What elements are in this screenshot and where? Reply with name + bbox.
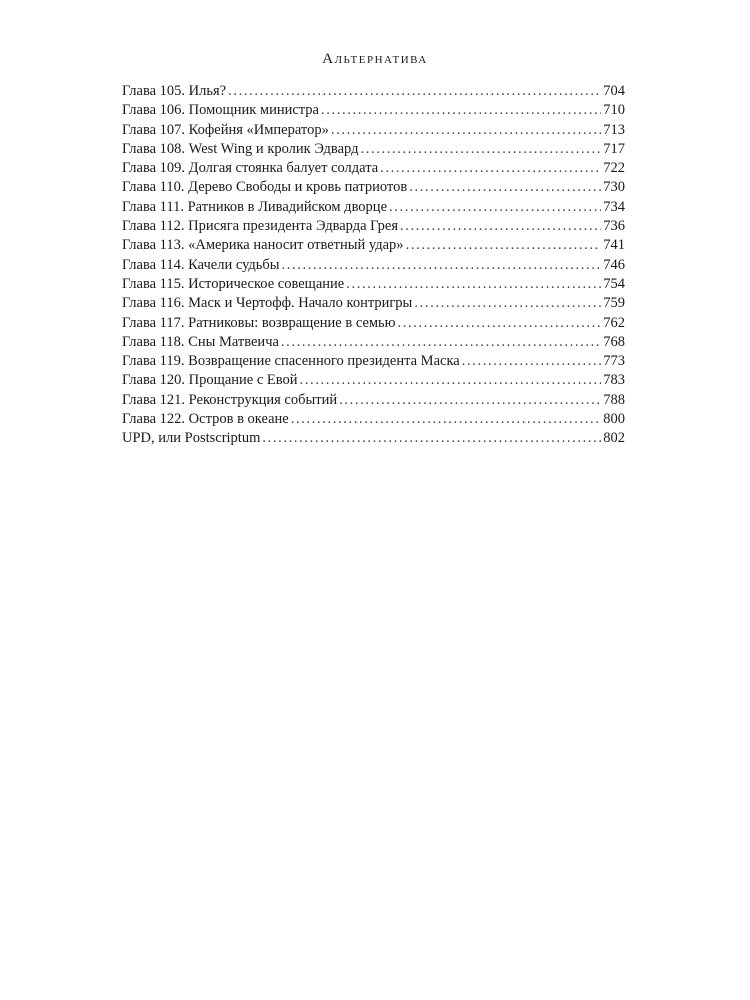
toc-entry (122, 391, 625, 410)
toc-entry (122, 159, 625, 178)
toc-entry-page: 762 (603, 314, 625, 331)
toc-entry (122, 140, 625, 159)
toc-entry (122, 236, 625, 255)
toc-entry-title: Глава 111. Ратников в Ливадийском дворце (122, 198, 388, 215)
toc-dot-leader (228, 82, 601, 101)
toc-entry-title: Глава 113. «Америка наносит ответный удар» (122, 237, 404, 254)
toc-entry (122, 352, 625, 371)
toc-dot-leader (281, 333, 601, 352)
toc-entry-page: 746 (603, 256, 625, 273)
toc-entry-title: Глава 121. Реконструкция событий (122, 391, 338, 408)
toc-dot-leader (339, 391, 601, 410)
toc-entry (122, 101, 625, 120)
toc-entry (122, 82, 625, 101)
toc-dot-leader (321, 101, 601, 120)
toc-dot-leader (389, 198, 601, 217)
toc-entry-page: 802 (603, 430, 625, 447)
toc-dot-leader (406, 236, 602, 255)
toc-entry-page: 722 (603, 160, 625, 177)
toc-dot-leader (346, 275, 601, 294)
toc-dot-leader (380, 159, 601, 178)
toc-dot-leader (400, 217, 601, 236)
toc-entry-title: Глава 114. Качели судьбы (122, 256, 280, 273)
toc-entry-title: Глава 109. Долгая стоянка балует солдата (122, 160, 379, 177)
toc-entry-page: 768 (603, 333, 625, 350)
toc-entry-page: 730 (603, 179, 625, 196)
toc-dot-leader (291, 410, 602, 429)
toc-entry-title: Глава 112. Присяга президента Эдварда Грея (122, 218, 398, 235)
toc-entry-page: 734 (603, 198, 625, 215)
toc-entry (122, 198, 625, 217)
toc-entry (122, 178, 625, 197)
toc-entry-title: Глава 115. Историческое совещание (122, 275, 345, 292)
toc-dot-leader (331, 121, 601, 140)
toc-entry-page: 773 (603, 353, 625, 370)
toc-entry-page: 783 (603, 372, 625, 389)
toc-entry-page: 759 (603, 295, 625, 312)
toc-entry (122, 371, 625, 390)
toc-dot-leader (360, 140, 601, 159)
toc-entry-page: 717 (603, 140, 625, 157)
toc-entry (122, 121, 625, 140)
running-head: Альтернатива (322, 51, 428, 67)
toc-entry-page: 704 (603, 83, 625, 99)
toc-entry-title: Глава 105. Илья? (122, 83, 227, 99)
toc-entry-title: Глава 120. Прощание с Евой (122, 372, 298, 389)
toc-entry (122, 429, 625, 448)
toc-entry-page: 736 (603, 218, 625, 235)
toc-dot-leader (462, 352, 602, 371)
toc-entry-title: Глава 116. Маск и Чертофф. Начало контригры (122, 295, 413, 312)
toc-entry-title: Глава 110. Дерево Свободы и кровь патриотов (122, 179, 408, 196)
toc-entry-title: Глава 118. Сны Матвеича (122, 333, 279, 350)
toc-entry-title: Глава 108. West Wing и кролик Эдвард (122, 140, 359, 157)
toc-entry (122, 333, 625, 352)
toc-dot-leader (262, 429, 601, 448)
toc-dot-leader (282, 256, 602, 275)
toc-entry-title: Глава 107. Кофейня «Император» (122, 121, 329, 138)
toc-entry (122, 256, 625, 275)
toc-entry-title: Глава 117. Ратниковы: возвращение в семью (122, 314, 396, 331)
toc-entry-title: Глава 122. Остров в океане (122, 411, 289, 428)
toc-entry-page: 713 (603, 121, 625, 138)
toc-entry-page: 754 (603, 275, 625, 292)
toc-entry-title: Глава 119. Возвращение спасенного президента Маска (122, 353, 460, 370)
toc-entry-page: 741 (603, 237, 625, 254)
toc-entry (122, 410, 625, 429)
toc-entry-title: UPD, или Postscriptum (122, 430, 261, 447)
toc-dot-leader (414, 294, 601, 313)
toc-entry-page: 788 (603, 391, 625, 408)
toc-dot-leader (300, 371, 602, 390)
toc-dot-leader (409, 178, 601, 197)
toc-entry-page: 800 (603, 411, 625, 428)
toc-entry-page: 710 (603, 102, 625, 119)
table-of-contents (122, 82, 625, 449)
toc-entry (122, 314, 625, 333)
toc-entry-title: Глава 106. Помощник министра (122, 102, 319, 119)
toc-entry (122, 217, 625, 236)
toc-entry (122, 275, 625, 294)
toc-dot-leader (398, 314, 602, 333)
toc-entry (122, 294, 625, 313)
